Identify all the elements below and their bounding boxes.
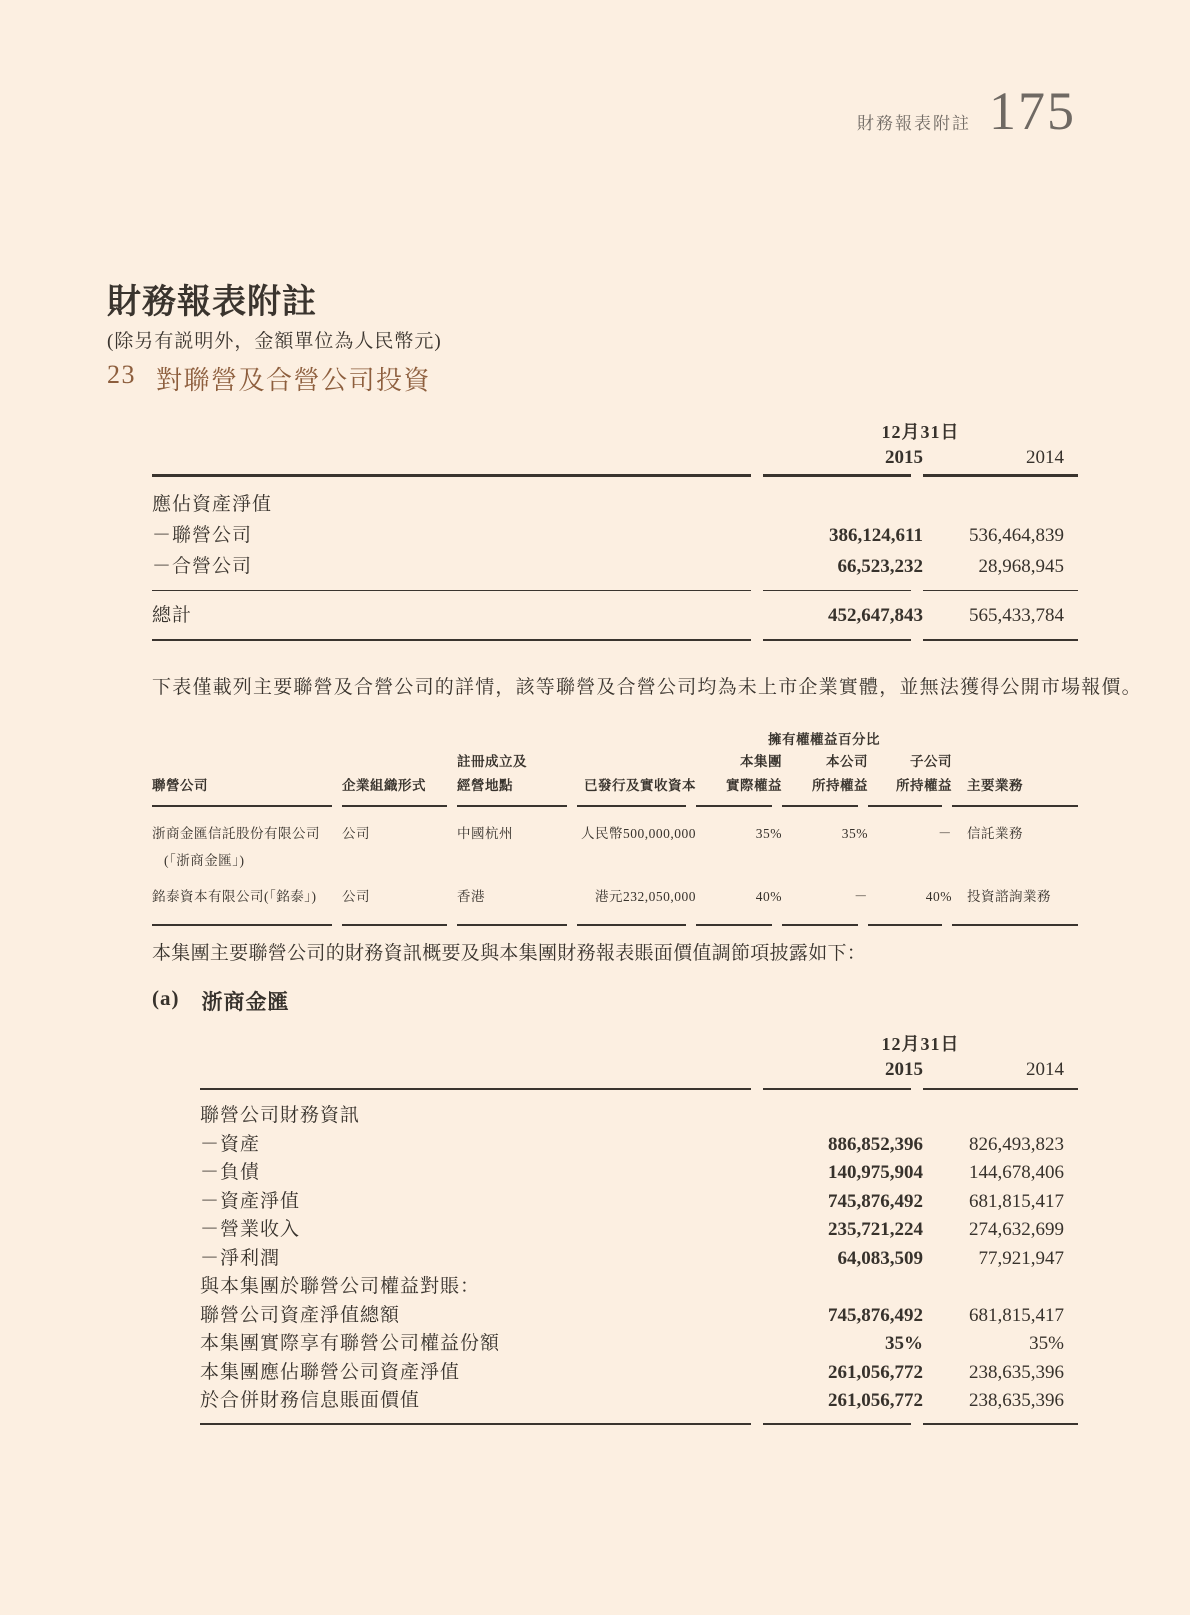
value-2014: 238,635,396 <box>969 1361 1064 1383</box>
table-row <box>200 1102 1078 1131</box>
org-form: 公司 <box>342 825 370 841</box>
row-label: 應佔資產淨值 <box>152 493 273 515</box>
date-header: 12月31日 <box>881 422 960 442</box>
associates-header-line2 <box>152 774 1078 798</box>
row-label: 聯營公司財務資訊 <box>200 1105 361 1126</box>
col-place-line2: 經營地點 <box>457 778 513 793</box>
date-header-row <box>152 420 1078 444</box>
value-2015: 745,876,492 <box>828 1190 923 1212</box>
table-row <box>200 1188 1078 1217</box>
page-number: 175 <box>989 81 1076 141</box>
col-subsidiary-line2: 所持權益 <box>896 778 952 793</box>
value-2014: 77,921,947 <box>978 1247 1064 1269</box>
table-rule <box>152 639 1078 642</box>
parent-interest: － <box>854 888 868 904</box>
row-label: 與本集團於聯營公司權益對賬： <box>200 1276 481 1297</box>
company-name: 銘泰資本有限公司(「銘泰」) <box>152 888 317 904</box>
running-header <box>857 81 1076 141</box>
value-2014: 28,968,945 <box>978 555 1064 577</box>
table-row <box>200 1245 1078 1274</box>
table-rule <box>152 590 1078 591</box>
table-row <box>200 1273 1078 1302</box>
table-rule <box>152 805 1078 807</box>
table-row <box>200 1216 1078 1245</box>
col-subsidiary-line1: 子公司 <box>910 754 952 769</box>
value-2015: 452,647,843 <box>828 604 923 626</box>
ownership-span-header: 擁有權權益百分比 <box>768 732 880 747</box>
table-rule <box>200 1088 1078 1091</box>
value-2014: 681,815,417 <box>969 1190 1064 1212</box>
table-rule <box>152 924 1078 927</box>
table-row <box>200 1159 1078 1188</box>
table-row <box>152 551 1078 582</box>
section-number: 23 <box>107 360 136 389</box>
value-2015: 261,056,772 <box>828 1390 923 1411</box>
table-row <box>152 489 1078 520</box>
row-label: －淨利潤 <box>200 1247 281 1269</box>
subsection-label: (a) <box>152 986 180 1010</box>
associate-row <box>152 887 1078 907</box>
row-label: －營業收入 <box>200 1219 301 1240</box>
company-name-note: (「浙商金匯」) <box>164 852 245 868</box>
table-rule <box>200 1423 1078 1426</box>
place: 香港 <box>457 888 485 904</box>
detail-table <box>200 1032 1078 1425</box>
associates-header-line1 <box>152 750 1078 774</box>
value-2015: 386,124,611 <box>829 524 923 546</box>
page-title: 財務報表附註 <box>107 284 317 321</box>
value-2014: 35% <box>1029 1333 1064 1354</box>
row-label: －資產淨值 <box>200 1190 301 1212</box>
subsection-heading <box>152 986 290 1016</box>
associates-table <box>152 730 1078 926</box>
place: 中國杭州 <box>457 825 513 841</box>
col-group-line2: 實際權益 <box>726 778 782 793</box>
value-2015: 745,876,492 <box>828 1304 923 1326</box>
col-company: 聯營公司 <box>152 778 208 793</box>
business: 信託業務 <box>967 825 1023 841</box>
value-2014: 238,635,396 <box>969 1390 1064 1411</box>
parent-interest: 35% <box>841 825 868 841</box>
table-row <box>152 520 1078 551</box>
col-org-form: 企業組織形式 <box>342 778 426 793</box>
year-header-row <box>152 444 1078 471</box>
subsidiary-interest: 40% <box>925 888 952 904</box>
table-row <box>200 1131 1078 1160</box>
business: 投資諮詢業務 <box>967 888 1051 904</box>
value-2015: 140,975,904 <box>828 1162 923 1183</box>
value-2015: 886,852,396 <box>828 1133 923 1155</box>
section-title: 對聯營及合營公司投資 <box>156 366 432 395</box>
value-2015: 66,523,232 <box>837 555 923 577</box>
date-header: 12月31日 <box>881 1034 960 1054</box>
value-2015: 235,721,224 <box>828 1219 923 1240</box>
year-prior: 2014 <box>1026 1059 1064 1080</box>
value-2015: 35% <box>885 1333 923 1354</box>
col-capital: 已發行及實收資本 <box>584 778 696 793</box>
row-label: 總計 <box>152 604 193 626</box>
group-interest: 35% <box>755 825 782 841</box>
row-label: 本集團應佔聯營公司資產淨值 <box>200 1361 461 1383</box>
subsidiary-interest: － <box>938 825 952 841</box>
table-row <box>200 1359 1078 1388</box>
year-current: 2015 <box>885 447 923 468</box>
table-row <box>200 1330 1078 1359</box>
group-interest: 40% <box>755 888 782 904</box>
associate-row <box>152 824 1078 871</box>
subsection-title: 浙商金匯 <box>201 990 290 1014</box>
table-rule <box>152 474 1078 477</box>
table-row <box>200 1302 1078 1331</box>
capital: 港元232,050,000 <box>595 888 696 904</box>
row-label: －合營公司 <box>152 555 253 577</box>
value-2015: 261,056,772 <box>828 1361 923 1383</box>
row-label: －資產 <box>200 1133 261 1155</box>
table-row <box>200 1387 1078 1416</box>
intro-paragraph: 下表僅載列主要聯營及合營公司的詳情，該等聯營及合營公司均為未上市企業實體，並無法獲得公開市場報價。 <box>152 677 1142 698</box>
row-label: －聯營公司 <box>152 524 253 546</box>
org-form: 公司 <box>342 888 370 904</box>
col-business: 主要業務 <box>967 778 1023 793</box>
total-row <box>152 599 1078 632</box>
row-label: 於合併財務信息賬面價值 <box>200 1390 421 1411</box>
col-group-line1: 本集團 <box>740 754 782 769</box>
row-label: 聯營公司資產淨值總額 <box>200 1304 401 1326</box>
capital: 人民幣500,000,000 <box>581 825 696 841</box>
financial-summary-paragraph: 本集團主要聯營公司的財務資訊概要及與本集團財務報表賬面價值調節項披露如下： <box>152 943 867 964</box>
value-2014: 565,433,784 <box>969 604 1064 626</box>
page-subtitle: (除另有説明外，金額單位為人民幣元) <box>107 331 442 352</box>
row-label: 本集團實際享有聯營公司權益份額 <box>200 1333 501 1354</box>
running-header-label: 財務報表附註 <box>857 114 971 133</box>
value-2014: 826,493,823 <box>969 1133 1064 1155</box>
value-2014: 536,464,839 <box>969 524 1064 546</box>
value-2014: 274,632,699 <box>969 1219 1064 1240</box>
section-heading <box>107 360 431 397</box>
value-2015: 64,083,509 <box>837 1247 923 1269</box>
value-2014: 681,815,417 <box>969 1304 1064 1326</box>
col-parent-line2: 所持權益 <box>812 778 868 793</box>
date-header-row <box>200 1032 1078 1056</box>
year-current: 2015 <box>885 1059 923 1080</box>
col-place-line1: 註冊成立及 <box>457 754 527 769</box>
year-header-row <box>200 1056 1078 1085</box>
value-2014: 144,678,406 <box>969 1162 1064 1183</box>
row-label: －負債 <box>200 1162 261 1183</box>
col-parent-line1: 本公司 <box>826 754 868 769</box>
year-prior: 2014 <box>1026 447 1064 468</box>
summary-table <box>152 420 1078 641</box>
company-name: 浙商金匯信託股份有限公司 <box>152 825 320 841</box>
